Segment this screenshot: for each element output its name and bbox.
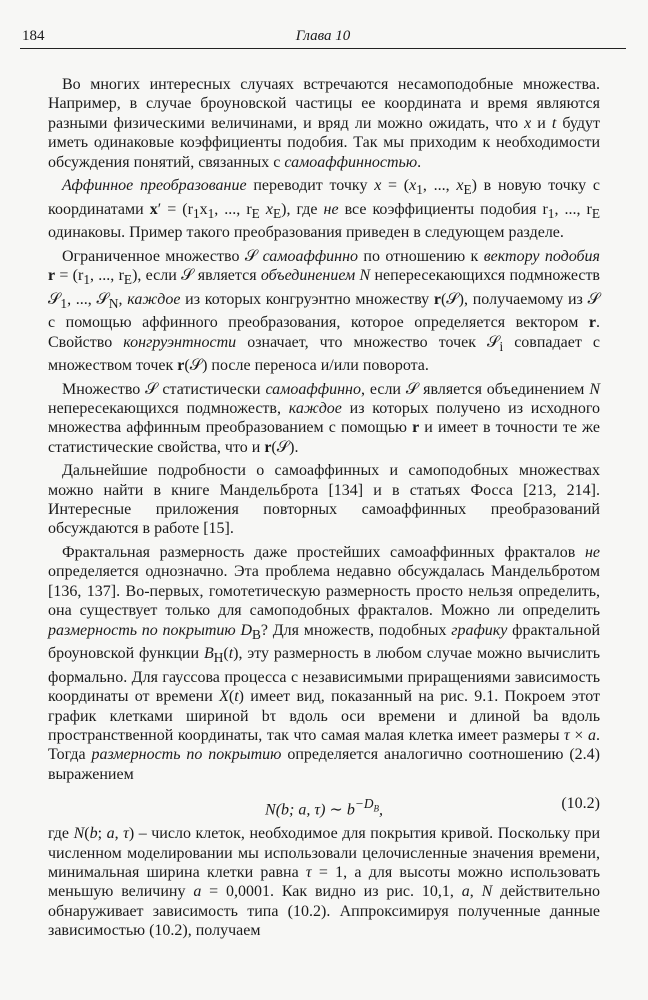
equation-10-2	[48, 792, 600, 818]
running-head-title: Глава 10	[295, 28, 351, 44]
body-text	[48, 75, 600, 945]
paragraph-references: Дальнейшие подробности о самоаффинных и самоподобных множествах можно найти в книге Мандельброта [134] и в статьях Фосса [213, 214]. Интересные приложения повторных самоаффинных преобразований обсуждаются в работе [15].	[48, 462, 600, 538]
equation-formula: N(b; a, τ) ∼ $b^{-D_B}$,	[265, 796, 383, 819]
paragraph-nonselfsimilar: Во многих интересных случаях встречаются несамоподобные множества. Например, в случае броуновской частицы ее координата и время являются разными физическими величинами, и вряд ли можно ожидать, что x и t будут иметь одинаковые коэффициенты подобия. Так мы приходим к необходимости обсуждения понятий, связанных с самоаффинностью.	[48, 76, 600, 171]
page-number: 184	[22, 28, 45, 44]
paragraph-self-affine-definition: Ограниченное множество 𝒮 самоаффинно по отношению к вектору подобия $r = (r_1$, ..., $r_E$), если 𝒮 является объединением N непересекающихся подмножеств 𝒮$_1$, ..., 𝒮$_N$, каждое из которых конгруэнтно множеству r(𝒮), получаемому из 𝒮 с помощью аффинного преобразования, которое определяется вектором r. Свойство конгруэнтности означает, что множество точек 𝒮$_i$ совпадает с множеством точек r(𝒮) после переноса и/или поворота.	[48, 247, 600, 375]
equation-number: (10.2)	[561, 795, 600, 813]
paragraph-fractal-dimension: Фрактальная размерность даже простейших самоаффинных фракталов не определяется однозначно. Эта проблема недавно обсуждалась Мандельбротом [136, 137]. Во-первых, гомотетическую размерность просто нельзя определить, она существует только для самоподобных фракталов. Можно ли определить размерность по покрытию $D_B$? Для множеств, подобных графику фрактальной броуновской функции $B_H(t)$, эту размерность в любом случае можно вычислить формально. Для гауссова процесса с независимыми приращениями зависимость координаты от времени X(t) имеет вид, показанный на рис. 9.1. Покроем этот график клетками шириной bτ вдоль оси времени и длиной ba вдоль пространственной координаты, так что самая малая клетка имеет размеры τ × a. Тогда размерность по покрытию определяется аналогично соотношению (2.4) выражением	[48, 543, 601, 783]
paragraph-statistical-self-affinity: Множество 𝒮 статистически самоаффинно, если 𝒮 является объединением N непересекающихся подмножеств, каждое из которых получено из исходного множества аффинным преобразованием с помощью r и имеет в точности те же статистические свойства, что и r(𝒮).	[48, 380, 601, 456]
paragraph-affine-transformation: Аффинное преобразование переводит точку $x = (x_1$, ..., $x_E$) в новую точку с координатами $x' = (r_1x_1$, ..., $r_E$ $x_E$), где не все коэффициенты подобия $r_1$, ..., $r_E$ одинаковы. Пример такого преобразования приведен в следующем разделе.	[48, 177, 601, 242]
paragraph-box-count: где N(b; a, τ) – число клеток, необходимое для покрытия кривой. Поскольку при численном моделировании мы использовали целочисленные значения времени, минимальная ширина клетки равна τ = 1, а для высоты можно использовать меньшую величину a = 0,0001. Как видно из рис. 10,1, a, N действительно обнаруживает зависимость типа (10.2). Аппроксимируя полученные данные зависимостью (10.2), получаем	[48, 825, 601, 940]
running-header	[20, 26, 626, 49]
